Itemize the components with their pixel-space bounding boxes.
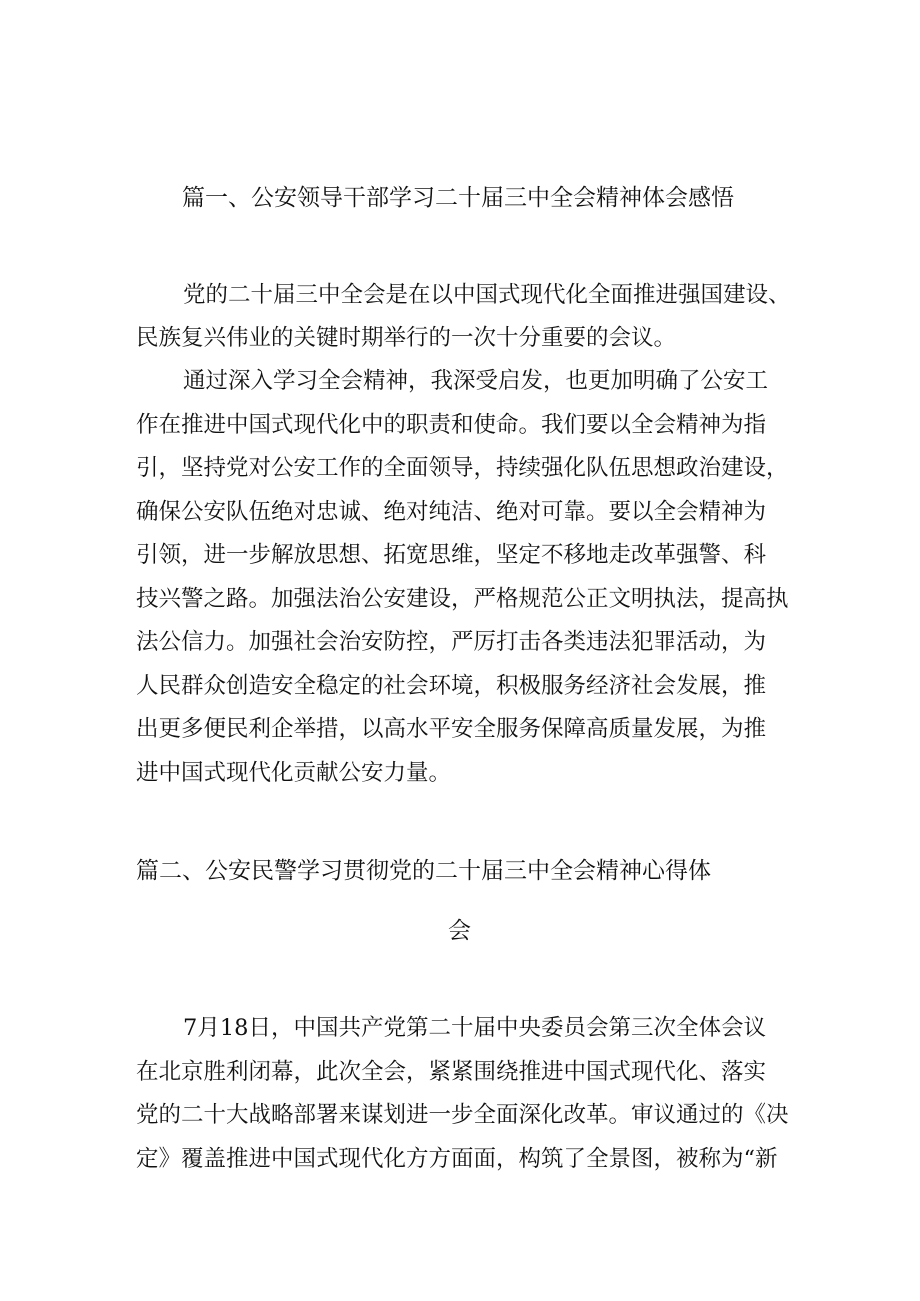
section2-title: 篇二、公安民警学习贯彻党的二十届三中全会精神心得体 xyxy=(136,858,711,884)
section1-p2-line: 技兴警之路。加强法治公安建设，严格规范公正文明执法，提高执 xyxy=(136,586,789,612)
section1-p2-line: 作在推进中国式现代化中的职责和使命。我们要以全会精神为指 xyxy=(136,412,767,438)
section2-title-continuation: 会 xyxy=(448,918,471,944)
section1-p1-line: 党的二十届三中全会是在以中国式现代化全面推进强国建设、 xyxy=(183,282,791,308)
section2-p1-line: 在北京胜利闭幕，此次全会，紧紧围绕推进中国式现代化、落实 xyxy=(136,1059,767,1085)
section1-p2-line: 法公信力。加强社会治安防控，严厉打击各类违法犯罪活动，为 xyxy=(136,629,767,655)
section2-p1-line: 党的二十大战略部署来谋划进一步全面深化改革。审议通过的《决 xyxy=(136,1102,789,1128)
section1-p2-line: 引，坚持党对公安工作的全面领导，持续强化队伍思想政治建设， xyxy=(136,455,789,481)
section1-p2-line: 进中国式现代化贡献公安力量。 xyxy=(136,760,452,786)
section1-p2-line: 人民群众创造安全稳定的社会环境，积极服务经济社会发展，推 xyxy=(136,673,767,699)
section2-p1-line: 定》覆盖推进中国式现代化方方面面，构筑了全景图，被称为“新 xyxy=(136,1146,778,1172)
section2-p1-line: 7月18日，中国共产党第二十届中央委员会第三次全体会议 xyxy=(183,1015,766,1041)
section1-p2-line: 通过深入学习全会精神，我深受启发，也更加明确了公安工 xyxy=(183,368,769,394)
section1-p2-line: 确保公安队伍绝对忠诚、绝对纯洁、绝对可靠。要以全会精神为 xyxy=(136,499,767,525)
section1-p2-line: 引领，进一步解放思想、拓宽思维，坚定不移地走改革强警、科 xyxy=(136,542,767,568)
section1-title: 篇一、公安领导干部学习二十届三中全会精神体会感悟 xyxy=(182,185,734,211)
section1-p1-line: 民族复兴伟业的关键时期举行的一次十分重要的会议。 xyxy=(136,325,677,351)
section1-p2-line: 出更多便民利企举措，以高水平安全服务保障高质量发展，为推 xyxy=(136,716,767,742)
